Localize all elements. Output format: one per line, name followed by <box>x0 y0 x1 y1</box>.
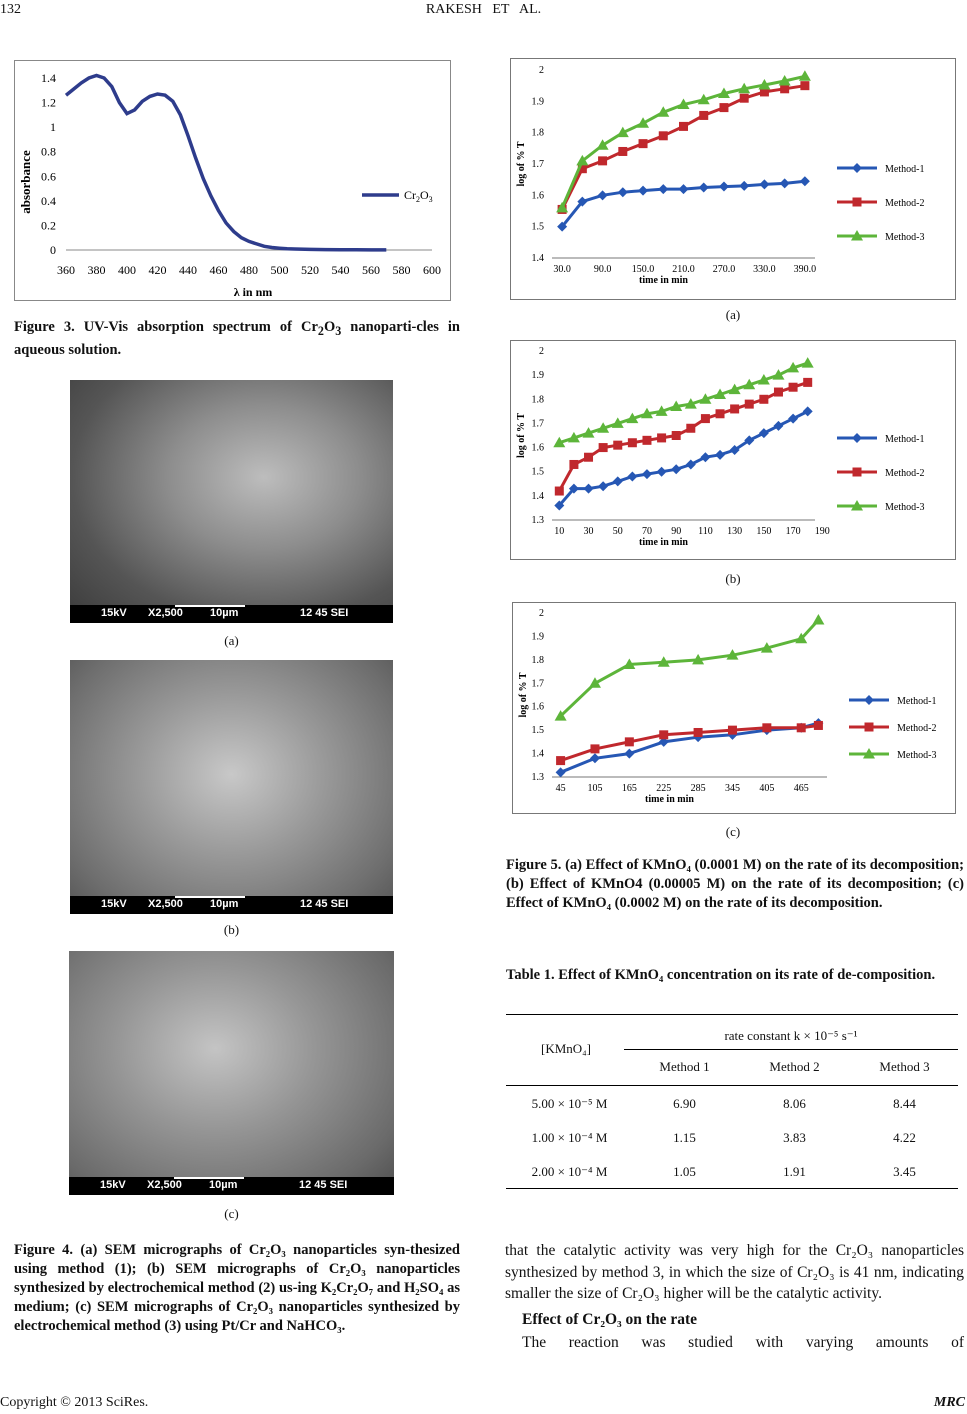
figure5c-data-point <box>556 756 565 765</box>
table1-col-method3: Method 3 <box>879 1059 930 1074</box>
figure5a-legend-label: Method-2 <box>885 198 925 209</box>
figure3-x-tick-label: 520 <box>301 263 319 277</box>
figure5a-data-point <box>659 131 668 140</box>
figure5-caption: Figure 5. (a) Effect of KMnO₄ (0.0001 M) on the rate of its decomposition; (b) Effect of KMnO4 (0.00005 M) on the rate of its decomposition; (c) Effect of KMnO₄ (0.0002 M) on the rate of its decomposition. <box>506 857 964 911</box>
figure3-x-tick-label: 600 <box>423 263 441 277</box>
figure5b-data-point <box>759 395 768 404</box>
figure5a-data-point <box>639 139 648 148</box>
sem-image-a <box>70 380 393 623</box>
figure5c-data-point <box>762 723 771 732</box>
figure5b-chart <box>510 340 956 560</box>
figure5b-data-point <box>716 409 725 418</box>
figure5a-label: (a) <box>725 307 741 322</box>
table1-row-header: [KMnO₄] <box>540 1041 592 1056</box>
figure3-chart <box>14 60 452 304</box>
figure3-x-tick-label: 480 <box>240 263 258 277</box>
figure5b-x-tick-label: 130 <box>727 526 743 537</box>
figure5b-y-tick-label: 1.9 <box>531 370 544 382</box>
figure3-caption: Figure 3. UV-Vis absorption spectrum of $Cr_2O_3$ nanoparti-cles in aqueous solution. <box>14 319 461 358</box>
figure5b-y-tick-label: 1.5 <box>531 466 544 478</box>
table-cell-value: 6.90 <box>673 1096 696 1111</box>
figure5c-legend-label: Method-2 <box>897 723 937 734</box>
body-paragraph-1: that the catalytic activity was very high for the Cr₂O₃ nanoparticles synthesized by method 3, in which the size of Cr₂O₃ is 41 nm, indicating smaller the size of Cr₂O₃ higher will be the catalytic activity. <box>505 1242 964 1302</box>
figure5b-y-tick-label: 1.3 <box>531 515 544 526</box>
figure5b-data-point <box>628 438 637 447</box>
figure3-x-axis-label: λ in nm <box>233 285 273 299</box>
figure5b-data-point <box>599 443 608 452</box>
figure5a-data-point <box>699 111 708 120</box>
figure5b-data-point <box>672 431 681 440</box>
figure5c-data-point <box>659 730 668 739</box>
figure5c-x-tick-label: 345 <box>724 783 740 794</box>
table-row <box>506 1096 958 1116</box>
figure5b-y-tick-label: 2 <box>539 346 544 357</box>
sem-image-c <box>69 951 394 1195</box>
figure5b-data-point <box>555 487 564 496</box>
figure5a-x-tick-label: 150.0 <box>631 264 655 275</box>
figure4-caption: Figure 4. (a) SEM micrographs of Cr₂O₃ nanoparticles syn-thesized using method (1); (b) SEM micrographs of Cr₂O₃ nanoparticles synthesized by electrochemical method (2) us-ing K₂Cr₂O₇ and H₂SO₄ as medium; (c) SEM micrographs of Cr₂O₃ nanoparticles synthesized by electrochemical method (3) using Pt/Cr and NaHCO₃. <box>14 1242 460 1334</box>
figure5c-frame <box>513 603 956 814</box>
figure5b-data-point <box>657 433 666 442</box>
table-cell-value: 3.45 <box>893 1164 916 1179</box>
figure5a-data-point <box>740 94 749 103</box>
figure5c-label: (c) <box>725 824 741 839</box>
figure5a-data-point <box>618 147 627 156</box>
figure5c-data-point <box>728 726 737 735</box>
figure5b-data-point <box>701 414 710 423</box>
figure5b-x-tick-label: 90 <box>671 526 682 537</box>
figure5a-chart <box>510 58 956 300</box>
figure5c-data-point <box>797 723 806 732</box>
table-cell-value: 1.05 <box>673 1164 696 1179</box>
figure5c-x-tick-label: 405 <box>759 783 775 794</box>
footer-copyright: Copyright © 2013 SciRes. <box>0 1395 149 1410</box>
figure3-y-tick-label: 0.4 <box>41 193 56 208</box>
table1-col-method1: Method 1 <box>659 1059 710 1074</box>
figure5a-x-tick-label: 390.0 <box>793 264 817 275</box>
figure5c-x-tick-label: 225 <box>656 783 672 794</box>
figure5b-x-tick-label: 70 <box>641 526 652 537</box>
figure5a-x-tick-label: 210.0 <box>672 264 695 275</box>
sem-image-b <box>70 660 393 914</box>
figure5b-y-tick-label: 1.6 <box>531 442 544 454</box>
figure3-y-tick-label: 0.6 <box>41 169 56 184</box>
table1-caption: Table 1. Effect of KMnO₄ concentration on its rate of de-composition. <box>506 967 936 983</box>
figure5b-y-axis-label: log of % T <box>516 412 527 459</box>
footer-journal: MRC <box>933 1395 965 1410</box>
figure3-x-tick-label: 580 <box>392 263 411 277</box>
figure3-x-tick-label: 440 <box>179 263 197 277</box>
figure5b-data-point <box>584 453 593 462</box>
figure5b-legend-label: Method-3 <box>885 502 925 513</box>
figure3-x-tick-label: 380 <box>87 263 106 277</box>
table-cell-value: 4.22 <box>893 1130 916 1145</box>
figure5c-chart <box>512 602 956 814</box>
figure3-y-tick-label: 1.2 <box>41 95 56 110</box>
figure5a-legend-label: Method-3 <box>885 232 925 243</box>
figure3-x-tick-label: 500 <box>270 263 289 277</box>
figure5a-legend-marker <box>853 198 862 207</box>
figure5b-data-point <box>789 383 798 392</box>
figure5b-legend-marker <box>853 468 862 477</box>
figure5c-x-tick-label: 105 <box>587 783 603 794</box>
figure3-y-tick-label: 1.4 <box>41 71 56 85</box>
figure5c-x-tick-label: 285 <box>690 783 706 794</box>
figure5c-x-tick-label: 45 <box>555 783 566 794</box>
figure5c-y-tick-label: 1.5 <box>531 725 544 737</box>
figure5c-legend-label: Method-3 <box>897 750 937 761</box>
figure5c-x-tick-label: 165 <box>621 783 637 794</box>
figure5a-legend-label: Method-1 <box>885 164 925 175</box>
table-row <box>506 1164 958 1184</box>
page-number: 132 <box>0 2 21 17</box>
figure5c-legend-label: Method-1 <box>897 696 937 707</box>
table1 <box>506 1014 958 1189</box>
figure5b-data-point <box>803 378 812 387</box>
table-cell-value: 1.91 <box>783 1164 806 1179</box>
figure5b-x-tick-label: 110 <box>698 526 713 537</box>
figure5a-y-tick-label: 1.5 <box>531 221 544 233</box>
sem-info-bar-c: 15kV X2,500 10µm 12 45 SEI <box>69 1177 394 1195</box>
figure5b-legend-label: Method-1 <box>885 434 925 445</box>
figure5a-y-tick-label: 1.4 <box>531 253 544 264</box>
figure5a-y-tick-label: 1.8 <box>531 127 544 139</box>
figure3-y-tick-label: 1 <box>50 120 56 135</box>
figure5c-y-tick-label: 1.7 <box>531 678 544 690</box>
figure5b-data-point <box>642 436 651 445</box>
figure5b-y-tick-label: 1.4 <box>531 490 544 502</box>
figure3-frame <box>15 61 451 301</box>
figure3-x-tick-label: 560 <box>362 263 380 277</box>
figure3-x-tick-label: 460 <box>209 263 228 277</box>
figure5b-data-point <box>569 460 578 469</box>
figure5c-legend-marker <box>865 723 874 732</box>
figure5b-legend-label: Method-2 <box>885 468 925 479</box>
figure5a-y-axis-label: log of % T <box>516 141 527 187</box>
figure5c-data-point <box>814 721 823 730</box>
figure5b-data-point <box>686 424 695 433</box>
figure5c-y-tick-label: 1.8 <box>531 654 544 666</box>
figure5b-x-tick-label: 150 <box>756 526 772 537</box>
figure5a-y-tick-label: 1.6 <box>531 190 544 202</box>
sem-info-bar-b: 15kV X2,500 10µm 12 45 SEI <box>70 896 393 914</box>
figure3-y-axis-label: absorbance <box>18 150 33 214</box>
table-row <box>506 1130 958 1150</box>
figure5a-data-point <box>679 122 688 131</box>
figure3-y-tick-label: 0.2 <box>41 218 56 233</box>
figure5b-y-tick-label: 1.7 <box>531 418 544 430</box>
table-cell-value: 8.44 <box>893 1096 916 1111</box>
sem-label-b: (b) <box>223 922 240 937</box>
figure5a-x-tick-label: 270.0 <box>712 264 736 275</box>
figure5b-data-point <box>774 388 783 397</box>
table-cell-concentration: 5.00 × 10⁻⁵ M <box>531 1096 608 1111</box>
figure5b-x-tick-label: 10 <box>554 526 565 537</box>
figure5c-y-tick-label: 1.6 <box>531 701 544 713</box>
figure5a-data-point <box>780 84 789 93</box>
table-cell-concentration: 1.00 × 10⁻⁴ M <box>531 1130 608 1145</box>
figure5b-data-point <box>613 441 622 450</box>
figure5b-x-tick-label: 30 <box>583 526 594 537</box>
sem-label-c: (c) <box>224 1206 239 1221</box>
figure5a-data-point <box>719 103 728 112</box>
figure5b-x-axis-label: time in min <box>639 537 688 548</box>
figure5b-x-tick-label: 190 <box>814 526 830 537</box>
figure5b-x-tick-label: 50 <box>612 526 623 537</box>
figure5a-data-point <box>800 81 809 90</box>
figure5c-x-tick-label: 465 <box>793 783 809 794</box>
figure3-x-tick-label: 420 <box>148 263 167 277</box>
figure5c-y-tick-label: 2 <box>539 608 544 619</box>
figure5c-y-axis-label: log of % T <box>518 672 529 718</box>
figure3-legend-label: $Cr_2O_3$ <box>404 188 433 204</box>
figure3-x-tick-label: 400 <box>118 263 136 277</box>
table1-col-method2: Method 2 <box>769 1059 820 1074</box>
figure5b-x-tick-label: 170 <box>785 526 801 537</box>
figure5a-y-tick-label: 2 <box>539 65 544 76</box>
figure5b-data-point <box>745 400 754 409</box>
table-cell-value: 1.15 <box>673 1130 696 1145</box>
figure5c-y-tick-label: 1.4 <box>531 748 544 760</box>
figure5a-y-tick-label: 1.7 <box>531 159 544 170</box>
figure5c-data-point <box>625 737 634 746</box>
figure5b-data-point <box>730 404 739 413</box>
figure5b-label: (b) <box>725 571 741 586</box>
figure5c-y-tick-label: 1.9 <box>531 631 544 643</box>
section-heading: Effect of Cr₂O₃ on the rate <box>522 1311 697 1328</box>
figure5a-x-tick-label: 330.0 <box>753 264 776 275</box>
table1-group-header: rate constant k × 10⁻⁵ s⁻¹ <box>724 1028 858 1043</box>
running-title: RAKESH ET AL. <box>425 2 542 17</box>
table-cell-value: 8.06 <box>783 1096 806 1111</box>
table-cell-value: 3.83 <box>783 1130 806 1145</box>
figure5a-x-axis-label: time in min <box>639 275 688 286</box>
figure5c-x-axis-label: time in min <box>645 794 694 805</box>
figure5a-x-tick-label: 90.0 <box>593 264 612 275</box>
figure3-y-tick-label: 0 <box>50 243 56 257</box>
sem-info-bar-a: 15kV X2,500 10µm 12 45 SEI <box>70 605 393 623</box>
figure3-y-tick-label: 0.8 <box>41 144 56 159</box>
figure5c-y-tick-label: 1.3 <box>531 772 544 783</box>
figure5a-y-tick-label: 1.9 <box>531 96 544 108</box>
figure5a-x-tick-label: 30.0 <box>553 264 571 275</box>
figure5b-y-tick-label: 1.8 <box>531 394 544 406</box>
figure5c-data-point <box>590 744 599 753</box>
figure3-x-tick-label: 360 <box>57 263 75 277</box>
table-cell-concentration: 2.00 × 10⁻⁴ M <box>531 1164 608 1179</box>
body-paragraph-2: The reaction was studied with varying amounts of <box>522 1334 964 1351</box>
sem-label-a: (a) <box>224 633 239 648</box>
figure5c-data-point <box>694 728 703 737</box>
figure5a-data-point <box>598 156 607 165</box>
figure3-x-tick-label: 540 <box>331 263 350 277</box>
